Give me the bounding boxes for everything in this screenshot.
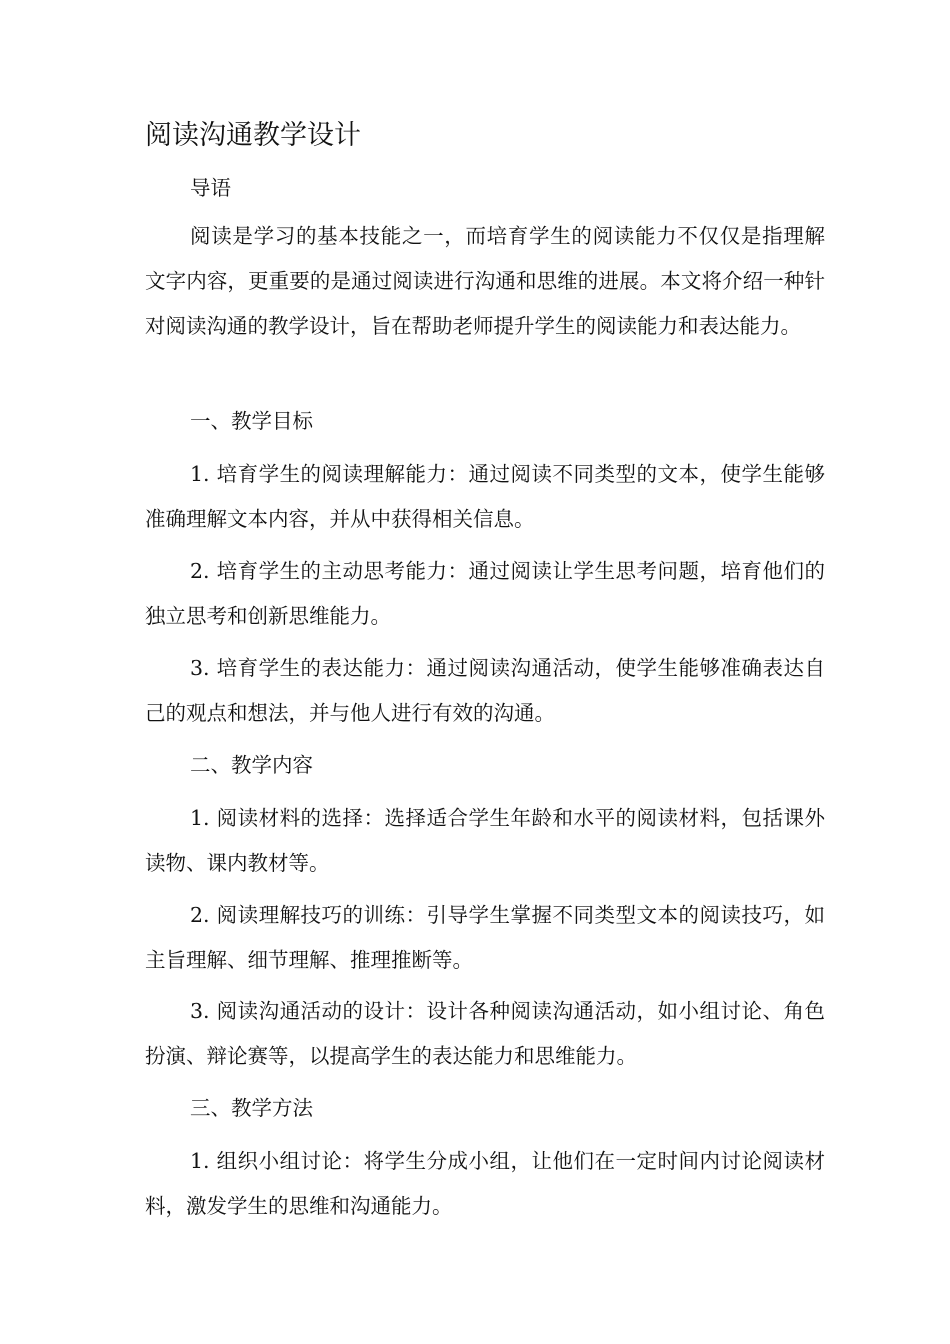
goal-item-3: 3. 培育学生的表达能力：通过阅读沟通活动，使学生能够准确表达自己的观点和想法，并与他人进行有效的沟通。 [145, 656, 825, 725]
section-heading-goals: 一、教学目标 [190, 409, 313, 433]
section-heading-content: 二、教学内容 [190, 753, 313, 777]
method-item-1: 1. 组织小组讨论：将学生分成小组，让他们在一定时间内讨论阅读材料，激发学生的思维和沟通能力。 [145, 1149, 825, 1218]
goal-item-2: 2. 培育学生的主动思考能力：通过阅读让学生思考问题，培育他们的独立思考和创新思维能力。 [145, 559, 825, 628]
content-item-3: 3. 阅读沟通活动的设计：设计各种阅读沟通活动，如小组讨论、角色扮演、辩论赛等，以提高学生的表达能力和思维能力。 [145, 999, 825, 1068]
content-item-1: 1. 阅读材料的选择：选择适合学生年龄和水平的阅读材料，包括课外读物、课内教材等。 [145, 806, 825, 875]
content-item-2: 2. 阅读理解技巧的训练：引导学生掌握不同类型文本的阅读技巧，如主旨理解、细节理解、推理推断等。 [145, 903, 825, 972]
intro-paragraph: 阅读是学习的基本技能之一，而培育学生的阅读能力不仅仅是指理解文字内容，更重要的是通过阅读进行沟通和思维的进展。本文将介绍一种针对阅读沟通的教学设计，旨在帮助老师提升学生的阅读能力和表达能力。 [145, 224, 825, 338]
document-title: 阅读沟通教学设计 [145, 120, 361, 151]
intro-heading: 导语 [190, 176, 231, 200]
goal-item-1: 1. 培育学生的阅读理解能力：通过阅读不同类型的文本，使学生能够准确理解文本内容，并从中获得相关信息。 [145, 462, 825, 531]
section-heading-methods: 三、教学方法 [190, 1096, 313, 1120]
